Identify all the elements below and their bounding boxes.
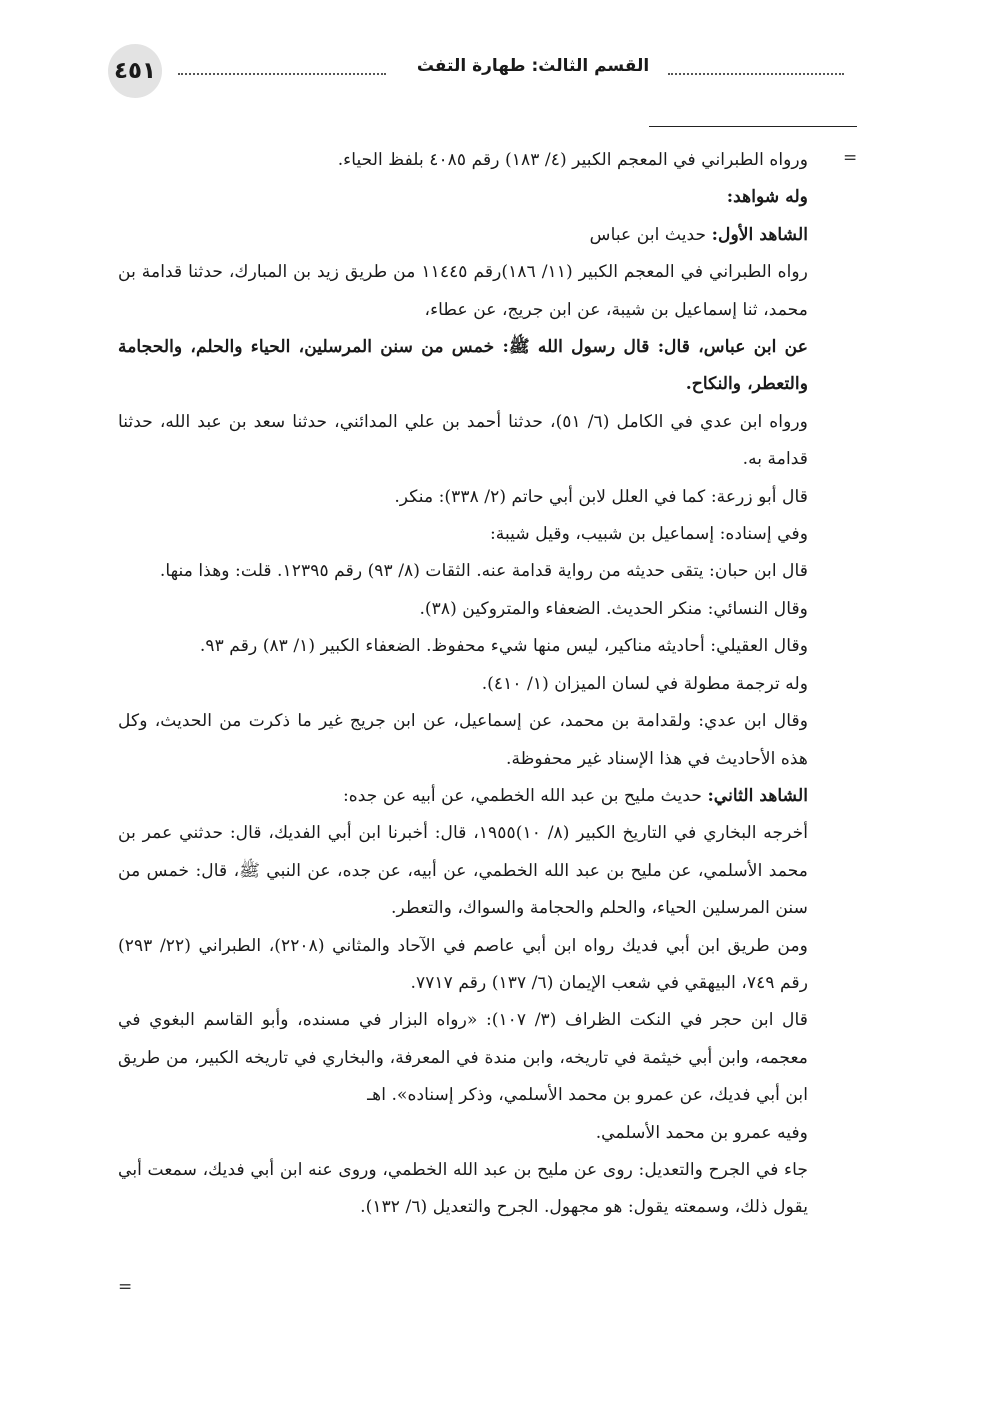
footnote-paragraph: قال ابن حبان: يتقى حديثه من رواية قدامة عنه. الثقات (٨/ ٩٣) رقم ١٢٣٩٥. قلت: وهذا منها. bbox=[159, 561, 808, 582]
header-dotted-leader-left bbox=[178, 73, 386, 75]
footnote-paragraph: ورواه ابن عدي في الكامل (٦/ ٥١)، حدثنا أحمد بن علي المدائني، حدثنا سعد بن عبد الله، حدثنا قدامة به. bbox=[118, 411, 808, 470]
footnote-paragraph: وفيه عمرو بن محمد الأسلمي. bbox=[595, 1122, 808, 1143]
footnote-paragraph: أخرجه البخاري في التاريخ الكبير (٨/ ١٠)١٩٥٥، قال: أخبرنا ابن أبي الفديك، قال: حدثني عمر بن محمد الأسلمي، عن مليح بن عبد الله الخطمي، عن أبيه، عن جده، عن النبي ﷺ، قال: خمس من سنن المرسلين الحياء، والحلم والحجامة والسواك، والتعطر. bbox=[118, 823, 808, 919]
footnote-paragraph: الشاهد الثاني: حديث مليح بن عبد الله الخطمي، عن أبيه عن جده: bbox=[342, 785, 808, 806]
page-header bbox=[108, 44, 848, 100]
footnote-paragraph: وقال النسائي: منكر الحديث. الضعفاء والمتروكين (٣٨). bbox=[419, 598, 808, 619]
footnote-paragraph: ومن طريق ابن أبي فديك رواه ابن أبي عاصم في الآحاد والمثاني (٢٢٠٨)، الطبراني (٢٢/ ٢٩٣) رقم ٧٤٩، البيهقي في شعب الإيمان (٦/ ١٣٧) رقم ٧٧١٧. bbox=[118, 935, 808, 993]
continuation-mark-bottom: = bbox=[118, 1277, 133, 1297]
running-title: القسم الثالث: طهارة التفث bbox=[416, 56, 650, 76]
continuation-mark-top: = bbox=[843, 148, 858, 168]
footnote-paragraph: وله ترجمة مطولة في لسان الميزان (١/ ٤١٠). bbox=[481, 673, 808, 694]
footnote-body bbox=[118, 142, 808, 1227]
footnote-separator-rule bbox=[649, 126, 857, 127]
footnote-paragraph: ورواه الطبراني في المعجم الكبير (٤/ ١٨٣) رقم ٤٠٨٥ بلفظ الحياء. bbox=[337, 150, 808, 170]
footnote-paragraph: قال أبو زرعة: كما في العلل لابن أبي حاتم (٢/ ٣٣٨): منكر. bbox=[394, 486, 808, 507]
footnote-paragraph: قال ابن حجر في النكت الظراف (٣/ ١٠٧): «رواه البزار في مسنده، وأبو القاسم البغوي في معجمه، وابن أبي خيثمة في تاريخه، وابن مندة في المعرفة، والبخاري في تاريخه الكبير، من طريق ابن أبي فديك، عن عمرو بن محمد الأسلمي، وذكر إسناده». اهـ bbox=[118, 1010, 808, 1106]
footnote-paragraph: رواه الطبراني في المعجم الكبير (١١/ ١٨٦)رقم ١١٤٤٥ من طريق زيد بن المبارك، حدثنا قدامة بن محمد، ثنا إسماعيل بن شيبة، عن ابن جريج، عن عطاء، bbox=[118, 262, 808, 320]
footnote-paragraph: عن ابن عباس، قال: قال رسول الله ﷺ: خمس من سنن المرسلين، الحياء والحلم، والحجامة والتعطر، والنكاح. bbox=[118, 337, 808, 395]
footnote-paragraph: وله شواهد: bbox=[726, 187, 808, 208]
header-dotted-leader-right bbox=[668, 73, 844, 75]
footnote-paragraph: جاء في الجرح والتعديل: روى عن مليح بن عبد الله الخطمي، وروى عنه ابن أبي فديك، سمعت أبي يقول ذلك، وسمعته يقول: هو مجهول. الجرح والتعديل (٦/ ١٣٢). bbox=[118, 1159, 808, 1218]
footnote-paragraph: الشاهد الأول: حديث ابن عباس bbox=[589, 224, 808, 245]
footnote-paragraph: وفي إسناده: إسماعيل بن شبيب، وقيل شيبة: bbox=[489, 524, 808, 545]
page-number: ٤٥١ bbox=[108, 44, 162, 98]
footnote-paragraph: وقال العقيلي: أحاديثه مناكير، ليس منها شيء محفوظ. الضعفاء الكبير (١/ ٨٣) رقم ٩٣. bbox=[199, 636, 808, 657]
footnote-paragraph: وقال ابن عدي: ولقدامة بن محمد، عن إسماعيل، عن ابن جريج غير ما ذكرت من الحديث، وكل هذه الأحاديث في هذا الإسناد غير محفوظة. bbox=[118, 711, 808, 769]
